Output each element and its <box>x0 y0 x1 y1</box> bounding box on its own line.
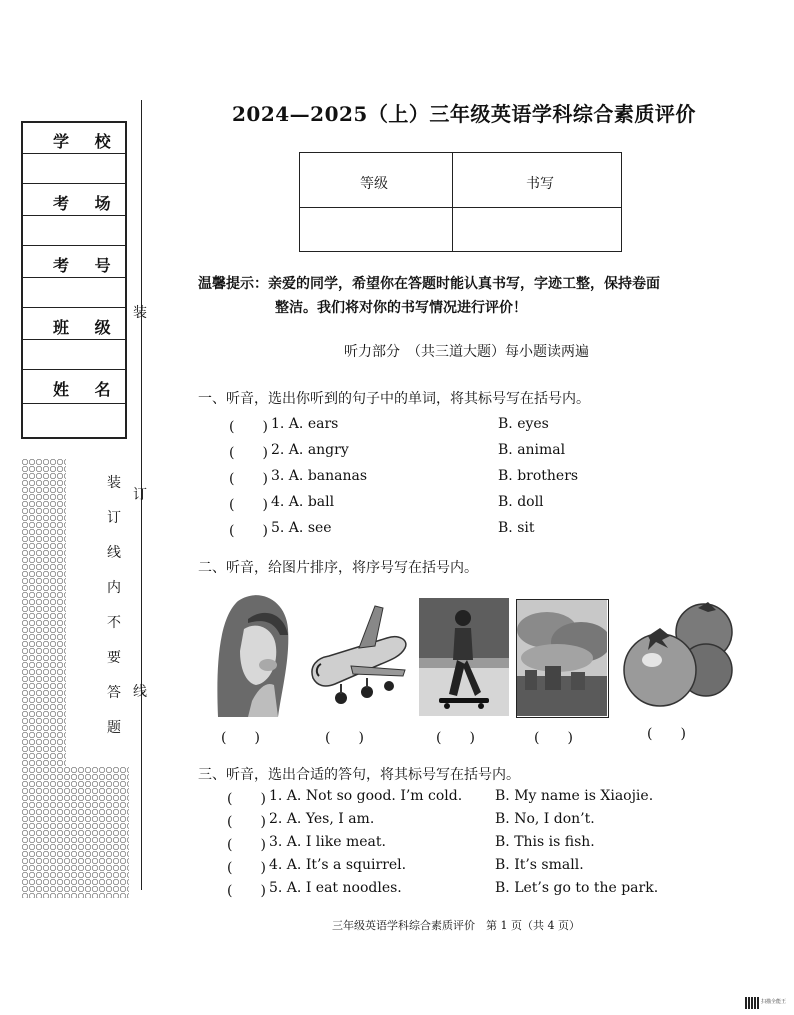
question-row <box>227 811 657 833</box>
tip-line: 整洁。我们将对你的书写情况进行评价！ <box>275 300 527 316</box>
option-b: B. This is fish. <box>495 834 595 850</box>
info-divider <box>23 215 125 216</box>
notice-char: 不 <box>107 615 121 631</box>
picture-answer-bracket[interactable]: ( ) <box>436 730 475 746</box>
option-b: B. Let’s go to the park. <box>495 880 659 896</box>
answer-bracket[interactable]: ( ) <box>229 497 268 513</box>
question-row <box>229 442 629 464</box>
handwriting-cell[interactable] <box>455 210 619 249</box>
section2-heading: 二、听音，给图片排序，将序号写在括号内。 <box>198 560 478 576</box>
info-divider <box>23 183 125 184</box>
no-answer-notice <box>104 466 124 746</box>
info-divider <box>23 339 125 340</box>
option-a: 4. A. ball <box>271 494 335 510</box>
question-row <box>227 857 657 879</box>
scanner-watermark: 扫描全能王 <box>761 999 787 1005</box>
qr-code-icon <box>745 997 759 1009</box>
option-a: 3. A. bananas <box>271 468 368 484</box>
notice-char: 答 <box>107 685 121 701</box>
tip-line: 温馨提示：亲爱的同学，希望你在答题时能认真书写，字迹工整，保持卷面 <box>198 276 660 292</box>
option-a: 5. A. see <box>271 520 332 536</box>
option-a: 1. A. Not so good. I’m cold. <box>269 788 463 804</box>
binding-char: 装 <box>133 305 147 321</box>
grade-header: 等级 <box>360 176 388 192</box>
answer-bracket[interactable]: ( ) <box>229 471 268 487</box>
answer-bracket[interactable]: ( ) <box>229 523 268 539</box>
binding-char: 线 <box>133 684 147 700</box>
tip-text <box>198 272 660 320</box>
option-a: 2. A. angry <box>271 442 349 458</box>
answer-bracket[interactable]: ( ) <box>227 791 266 807</box>
notice-char: 装 <box>107 475 121 491</box>
binding-char: 订 <box>133 487 147 503</box>
answer-bracket[interactable]: ( ) <box>227 814 266 830</box>
student-info-box <box>21 121 127 439</box>
listening-header: 听力部分 （共三道大题）每小题读两遍 <box>344 344 589 360</box>
option-a: 3. A. I like meat. <box>269 834 386 850</box>
picture-answer-bracket[interactable]: ( ) <box>221 730 260 746</box>
page-title: 2024—2025（上）三年级英语学科综合素质评价 <box>232 102 696 126</box>
info-divider <box>23 369 125 370</box>
option-b: B. No, I don’t. <box>495 811 595 827</box>
answer-bracket[interactable]: ( ) <box>229 445 268 461</box>
answer-bracket[interactable]: ( ) <box>227 860 266 876</box>
notice-char: 要 <box>107 650 121 666</box>
answer-bracket[interactable]: ( ) <box>227 837 266 853</box>
answer-bracket[interactable]: ( ) <box>227 883 266 899</box>
tomatoes-icon <box>618 598 738 710</box>
notice-char: 线 <box>107 545 121 561</box>
option-b: B. eyes <box>498 416 549 432</box>
question-row <box>229 468 629 490</box>
answer-bracket[interactable]: ( ) <box>229 419 268 435</box>
option-b: B. doll <box>498 494 544 510</box>
info-divider <box>23 245 125 246</box>
notice-char: 题 <box>107 720 121 736</box>
option-b: B. brothers <box>498 468 579 484</box>
table-divider <box>452 153 453 251</box>
page-footer: 三年级英语学科综合素质评价 第 1 页（共 4 页） <box>332 919 580 932</box>
picture-answer-bracket[interactable]: ( ) <box>647 726 686 742</box>
option-b: B. My name is Xiaojie. <box>495 788 654 804</box>
option-b: B. It’s small. <box>495 857 584 873</box>
info-divider <box>23 307 125 308</box>
question-row <box>227 880 657 902</box>
question-row <box>227 834 657 856</box>
grade-table <box>299 152 622 252</box>
info-label-school: 学 校 <box>53 132 121 151</box>
question-row <box>227 788 657 810</box>
question-row <box>229 494 629 516</box>
option-b: B. animal <box>498 442 566 458</box>
cloudy-city-icon <box>516 599 609 718</box>
notice-char: 订 <box>107 510 121 526</box>
table-divider <box>300 207 621 208</box>
girl-smelling-icon <box>208 589 292 717</box>
skateboarding-icon <box>419 598 509 716</box>
handwriting-header: 书写 <box>526 176 554 192</box>
info-label-exam-room: 考 场 <box>53 194 121 213</box>
airplane-icon <box>305 600 413 715</box>
section1-heading: 一、听音，选出你听到的句子中的单词，将其标号写在括号内。 <box>198 391 590 407</box>
option-a: 4. A. It’s a squirrel. <box>269 857 407 873</box>
info-label-class: 班 级 <box>53 318 121 337</box>
grade-cell[interactable] <box>302 210 450 249</box>
section3-heading: 三、听音，选出合适的答句，将其标号写在括号内。 <box>198 767 520 783</box>
notice-char: 内 <box>107 580 121 596</box>
info-divider <box>23 277 125 278</box>
picture-answer-bracket[interactable]: ( ) <box>325 730 364 746</box>
picture-answer-bracket[interactable]: ( ) <box>534 730 573 746</box>
question-row <box>229 520 629 542</box>
info-divider <box>23 153 125 154</box>
info-divider <box>23 403 125 404</box>
option-a: 1. A. ears <box>271 416 339 432</box>
info-label-name: 姓 名 <box>53 380 121 399</box>
option-b: B. sit <box>498 520 535 536</box>
option-a: 5. A. I eat noodles. <box>269 880 402 896</box>
question-row <box>229 416 629 438</box>
option-a: 2. A. Yes, I am. <box>269 811 375 827</box>
info-label-exam-number: 考 号 <box>53 256 121 275</box>
